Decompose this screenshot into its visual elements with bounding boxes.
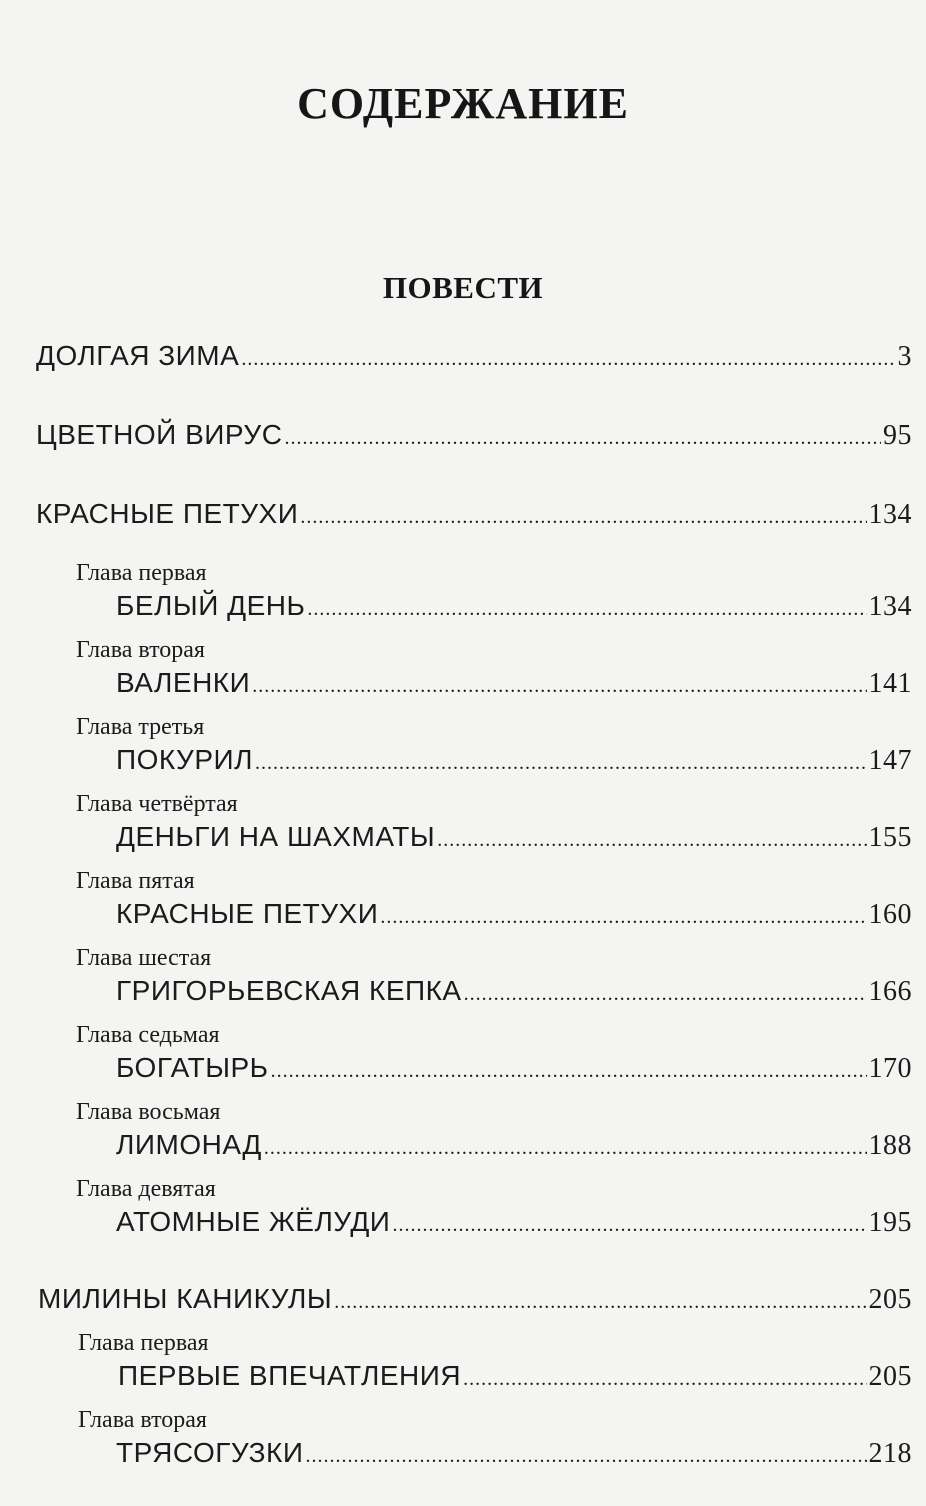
toc-entry-page: 3 [897,341,912,372]
leader-dots [464,983,867,1006]
toc-entry-page: 218 [868,1438,912,1469]
leader-dots [284,427,881,450]
toc-entry [0,1283,926,1323]
toc-entry-title: ВАЛЕНКИ [116,667,251,698]
chapter-label: Глава шестая [76,945,212,971]
leader-dots [437,829,866,852]
chapter-label: Глава вторая [76,637,205,663]
toc-entry-page: 166 [868,976,912,1007]
toc-entry-title: ЦВЕТНОЙ ВИРУС [36,419,283,450]
toc-entry-title: МИЛИНЫ КАНИКУЛЫ [38,1283,333,1314]
chapter-label: Глава вторая [78,1407,207,1433]
toc-entry-title: КРАСНЫЕ ПЕТУХИ [36,498,299,529]
leader-dots [255,752,867,775]
leader-dots [271,1060,867,1083]
toc-entry-page: 205 [868,1361,912,1392]
toc-subentry [0,744,926,784]
toc-entry [0,419,926,459]
toc-entry-page: 205 [868,1284,912,1315]
leader-dots [300,506,866,529]
toc-subentry [0,590,926,630]
toc-entry-title: АТОМНЫЕ ЖЁЛУДИ [116,1206,391,1237]
toc-subentry [0,975,926,1015]
toc-entry-title: БЕЛЫЙ ДЕНЬ [116,590,306,621]
leader-dots [463,1368,866,1391]
toc-subentry [0,1360,926,1400]
toc-subentry [0,898,926,938]
chapter-label: Глава девятая [76,1176,216,1202]
toc-entry-page: 134 [868,591,912,622]
chapter-label: Глава первая [78,1330,209,1356]
toc-entry-page: 147 [868,745,912,776]
toc-subentry [0,1129,926,1169]
toc-entry-title: КРАСНЫЕ ПЕТУХИ [116,898,379,929]
toc-entry-title: ДОЛГАЯ ЗИМА [36,340,240,371]
toc-entry-page: 95 [883,420,912,451]
chapter-label: Глава первая [76,560,207,586]
toc-subentry [0,821,926,861]
leader-dots [241,348,895,371]
toc-entry [0,340,926,380]
chapter-label: Глава третья [76,714,205,740]
toc-entry-page: 141 [868,668,912,699]
toc-subentry [0,667,926,707]
chapter-label: Глава седьмая [76,1022,220,1048]
toc-entry-page: 160 [868,899,912,930]
toc-entry [0,498,926,538]
leader-dots [380,906,866,929]
toc-entry-page: 155 [868,822,912,853]
leader-dots [252,675,866,698]
toc-entry-page: 188 [868,1130,912,1161]
toc-entry-page: 134 [868,499,912,530]
chapter-label: Глава четвёртая [76,791,238,817]
toc-entry-title: ТРЯСОГУЗКИ [116,1437,304,1468]
toc-entry-title: ГРИГОРЬЕВСКАЯ КЕПКА [116,975,462,1006]
toc-entry-title: ДЕНЬГИ НА ШАХМАТЫ [116,821,436,852]
leader-dots [264,1137,867,1160]
toc-subentry [0,1206,926,1246]
toc-subentry [0,1437,926,1477]
leader-dots [307,598,866,621]
page-title: СОДЕРЖАНИЕ [297,79,629,128]
toc-entry-title: БОГАТЫРЬ [116,1052,269,1083]
leader-dots [305,1445,866,1468]
leader-dots [392,1214,866,1237]
toc-entry-title: ЛИМОНАД [116,1129,262,1160]
leader-dots [334,1291,866,1314]
toc-entry-page: 195 [868,1207,912,1238]
section-heading: ПОВЕСТИ [382,270,544,305]
chapter-label: Глава пятая [76,868,195,894]
toc-subentry [0,1052,926,1092]
toc-entry-title: ПЕРВЫЕ ВПЕЧАТЛЕНИЯ [118,1360,462,1391]
toc-entry-page: 170 [868,1053,912,1084]
chapter-label: Глава восьмая [76,1099,221,1125]
toc-entry-title: ПОКУРИЛ [116,744,253,775]
